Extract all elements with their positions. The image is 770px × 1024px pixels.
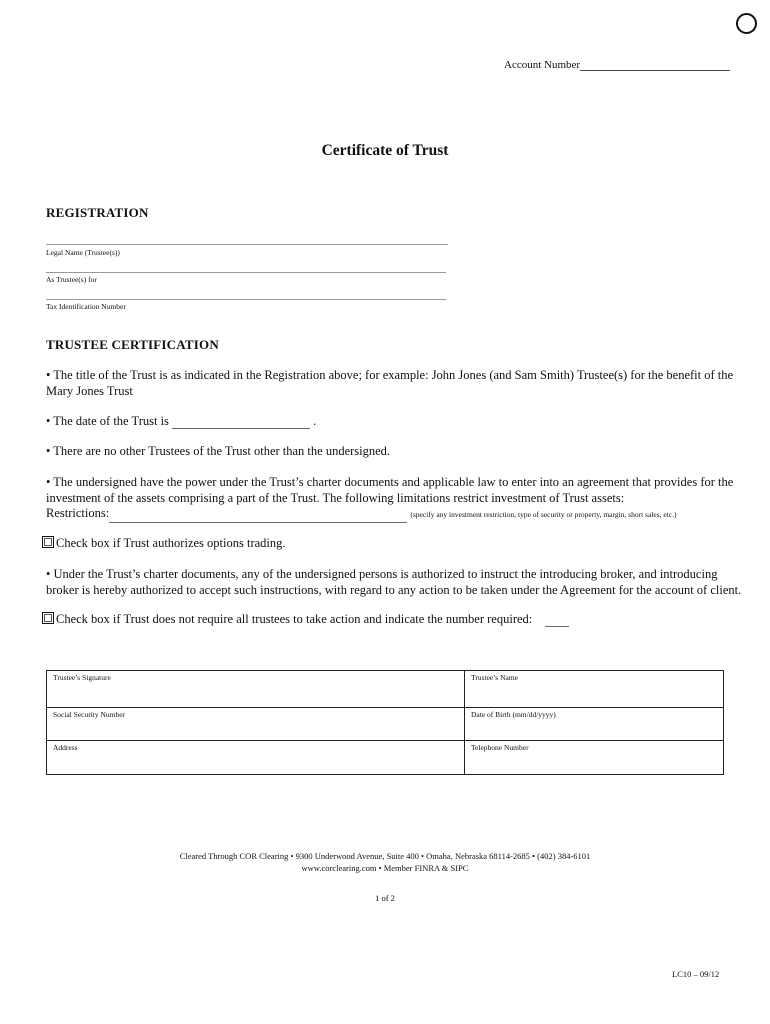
options-trading-label: Check box if Trust authorizes options trading. <box>56 536 286 550</box>
restrictions-field[interactable] <box>109 510 407 523</box>
options-trading-checkbox[interactable] <box>42 536 54 548</box>
registration-heading: REGISTRATION <box>46 205 149 220</box>
cert-paragraph-1 <box>46 367 746 399</box>
footer-address: Cleared Through COR Clearing • 9300 Underwood Avenue, Suite 400 • Omaha, Nebraska 68114-2685 • (402) 384-6101 <box>179 851 591 861</box>
trustees-required-checkbox[interactable] <box>42 612 54 624</box>
as-trustee-line[interactable] <box>46 272 446 273</box>
cert-p3-text: There are no other Trustees of the Trust other than the undersigned. <box>53 444 391 458</box>
trust-date-field[interactable] <box>172 416 310 429</box>
tax-id-label: Tax Identification Number <box>46 302 126 311</box>
cert-paragraph-3 <box>46 443 746 459</box>
tax-id-line[interactable] <box>46 299 446 300</box>
certification-heading: TRUSTEE CERTIFICATION <box>46 337 219 352</box>
telephone-cell[interactable]: Telephone Number <box>471 743 529 752</box>
cert-p4-text: The undersigned have the power under the Trust’s charter documents and applicable law to enter into an agreement that provides for the investment of the assets comprising a part of the Trust. The following limitations restrict investment of Trust assets: <box>46 475 734 505</box>
footer-website: www.corclearing.com • Member FINRA & SIPC <box>301 863 469 873</box>
restrictions-label: Restrictions: <box>46 506 110 520</box>
legal-name-label: Legal Name (Trustee(s)) <box>46 248 120 257</box>
ssn-cell[interactable]: Social Security Number <box>53 710 126 719</box>
trustee-name-cell[interactable]: Trustee’s Name <box>471 673 519 682</box>
restrictions-row <box>46 505 746 523</box>
cert-p1-text: The title of the Trust is as indicated in the Registration above; for example: John Jones (and Sam Smith) Trustee(s) for the benefit of the Mary Jones Trust <box>46 368 734 398</box>
page-title: Certificate of Trust <box>321 142 449 159</box>
account-number-line[interactable] <box>580 59 730 71</box>
trustee-signature-cell[interactable]: Trustee’s Signature <box>53 673 111 682</box>
cert-paragraph-4 <box>46 474 746 506</box>
cert-p5-text: Under the Trust’s charter documents, any of the undersigned persons is authorized to instruct the introducing broker, and introducing broker is hereby authorized to accept such instructions, with regard to any action to be taken under the Agreement for the account of client. <box>46 567 742 597</box>
address-cell[interactable]: Address <box>53 743 78 752</box>
as-trustee-label: As Trustee(s) for <box>46 275 97 284</box>
bullet: • <box>46 368 51 382</box>
corner-circle-mark <box>736 13 757 34</box>
table-row-divider <box>47 740 723 741</box>
trust-date-label: The date of the Trust is <box>53 414 169 428</box>
account-number-field[interactable] <box>504 59 730 71</box>
options-trading-row <box>42 535 742 551</box>
trustees-required-row <box>42 611 742 627</box>
cert-paragraph-2 <box>46 413 746 429</box>
bullet: • <box>46 475 51 489</box>
trustees-required-label: Check box if Trust does not require all trustees to take action and indicate the number required: <box>56 612 533 626</box>
form-id: LC10 – 09/12 <box>672 969 720 979</box>
signature-table <box>46 670 724 775</box>
legal-name-line[interactable] <box>46 244 448 245</box>
bullet: • <box>46 444 51 458</box>
restrictions-note: (specify any investment restriction, type of security or property, margin, short sales, etc.) <box>410 510 677 519</box>
bullet: • <box>46 567 51 581</box>
cert-paragraph-5 <box>46 566 746 598</box>
table-column-divider <box>464 671 465 774</box>
trustees-required-number-field[interactable] <box>545 614 569 627</box>
table-row-divider <box>47 707 723 708</box>
bullet: • <box>46 414 51 428</box>
trust-date-period: . <box>313 414 317 428</box>
page-number: 1 of 2 <box>375 893 395 903</box>
date-of-birth-cell[interactable]: Date of Birth (mm/dd/yyyy) <box>471 710 556 719</box>
account-number-label: Account Number <box>504 59 581 71</box>
